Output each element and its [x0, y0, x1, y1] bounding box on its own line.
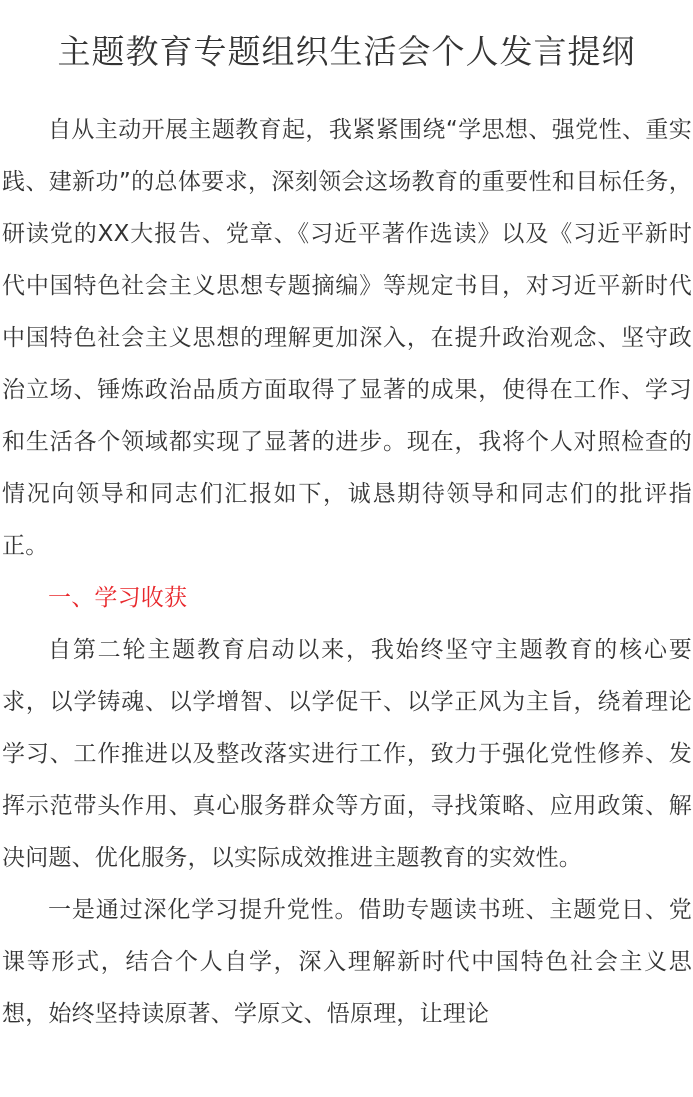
section-paragraph: 自第二轮主题教育启动以来，我始终坚守主题教育的核心要求，以学铸魂、以学增智、以学促干、以学正风为主旨，绕着理论学习、工作推进以及整改落实进行工作，致力于强化党性修养、发挥示范带头作用、真心服务群众等方面，寻找策略、应用政策、解决问题、优化服务，以实际成效推进主题教育的实效性。 — [2, 637, 692, 871]
intro-paragraph: 自从主动开展主题教育起，我紧紧围绕“学思想、强党性、重实践、建新功”的总体要求，深刻领会这场教育的重要性和目标任务，研读党的XX大报告、党章、《习近平著作选读》以及《习近平新时代中国特色社会主义思想专题摘编》等规定书目，对习近平新时代中国特色社会主义思想的理解更加深入，在提升政治观念、坚守政治立场、锤炼政治品质方面取得了显著的成果，使得在工作、学习和生活各个领域都实现了显著的进步。现在，我将个人对照检查的情况向领导和同志们汇报如下，诚恳期待领导和同志们的批评指正。 — [2, 117, 692, 559]
document-body — [2, 104, 692, 1040]
document-title: 主题教育专题组织生活会个人发言提纲 — [57, 32, 636, 71]
section-heading-learning-gains: 一、学习收获 — [48, 585, 188, 611]
section-paragraph: 一是通过深化学习提升党性。借助专题读书班、主题党日、党课等形式，结合个人自学，深入理解新时代中国特色社会主义思想，始终坚持读原著、学原文、悟原理，让理论 — [2, 897, 692, 1027]
